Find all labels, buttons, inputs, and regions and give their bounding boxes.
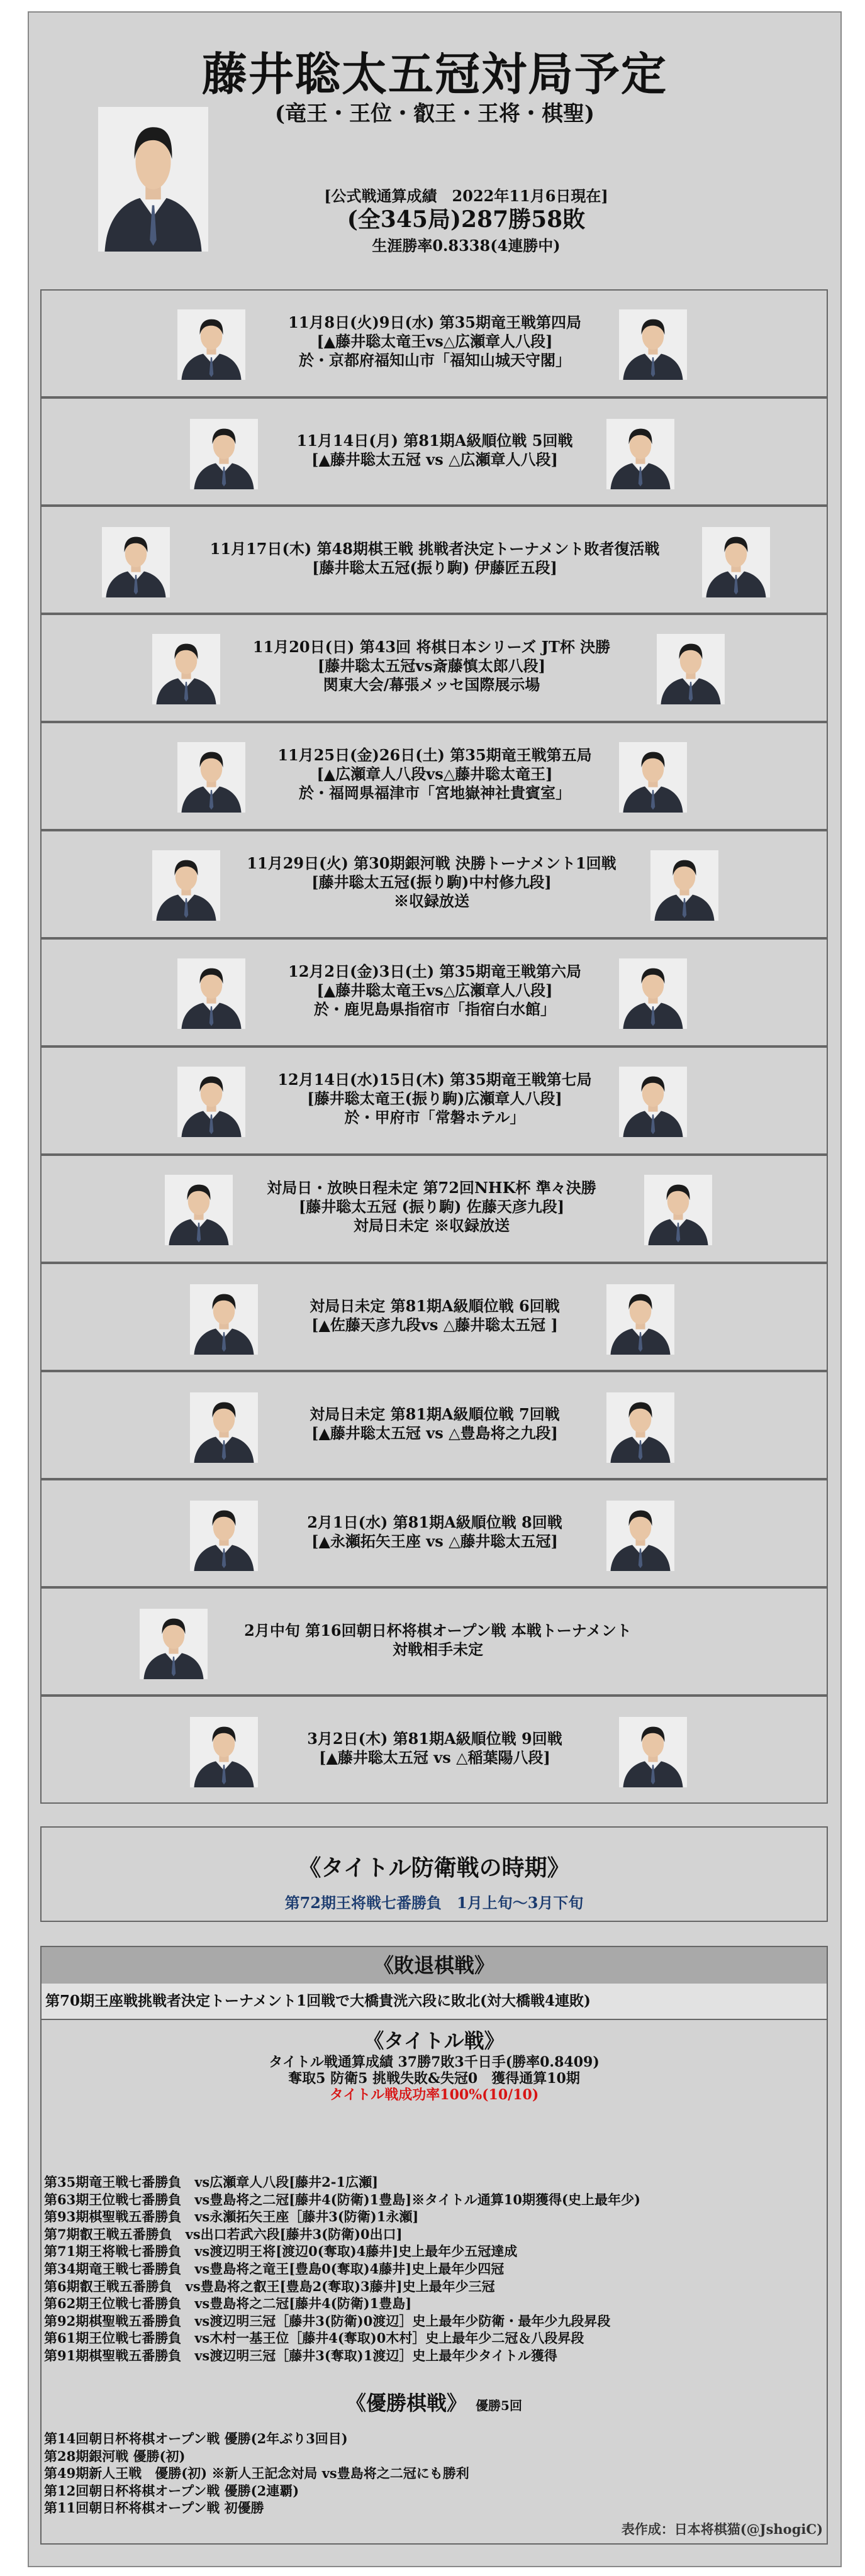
fujii-avatar [177, 309, 245, 380]
fujii-avatar [177, 742, 245, 813]
opponent-avatar [657, 634, 725, 704]
defense-item: 第72期王将戦七番勝負 1月上旬～3月下旬 [284, 1894, 584, 1912]
schedule-line: [藤井聡太五冠(振り駒) 伊藤匠五段] [312, 558, 557, 577]
schedule-line: [▲永瀬拓矢王座 vs △藤井聡太五冠] [311, 1532, 558, 1550]
schedule-line: [藤井聡太五冠 (振り駒) 佐藤天彦九段] [298, 1197, 565, 1216]
schedule-line: 於・京都府福知山市「福知山城天守閣」 [299, 351, 571, 369]
list-item: 第34期竜王戦七番勝負 vs豊島将之竜王[豊島0(奪取)4藤井]史上最年少四冠 [44, 2260, 505, 2277]
schedule-line: 11月17日(木) 第48期棋王戦 挑戦者決定トーナメント敗者復活戦 [209, 540, 660, 558]
schedule-item [40, 722, 828, 830]
poster [28, 11, 842, 2567]
fujii-avatar [177, 1067, 245, 1137]
schedule-line: 3月2日(木) 第81期A級順位戦 9回戦 [307, 1729, 562, 1748]
list-item: 第28期銀河戦 優勝(初) [44, 2448, 186, 2464]
schedule-line: 於・甲府市「常磐ホテル」 [344, 1108, 525, 1126]
schedule-line: 関東大会/幕張メッセ国際展示場 [323, 675, 540, 694]
schedule-line: 於・鹿児島県指宿市「指宿白水館」 [314, 1000, 555, 1018]
schedule-line: 11月8日(火)9日(水) 第35期竜王戦第四局 [288, 313, 581, 331]
titles-success-rate: タイトル戦成功率100%(10/10) [329, 2087, 539, 2103]
opponent-avatar [606, 1392, 674, 1463]
titles-list [44, 2174, 824, 2365]
list-item: 第91期棋聖戦五番勝負 vs渡辺明三冠［藤井3(奪取)1渡辺］史上最年少タイトル獲得 [44, 2347, 557, 2363]
schedule-item [40, 938, 828, 1046]
fujii-avatar [140, 1609, 208, 1679]
credit: 表作成：日本将棋猫(@JshogiC) [621, 2521, 823, 2537]
opponent-avatar [190, 1501, 258, 1571]
schedule-line: [藤井聡太五冠(振り駒)中村修九段] [311, 873, 552, 891]
list-item: 第49期新人王戦 優勝(初) ※新人王記念対局 vs豊島将之二冠にも勝利 [44, 2465, 469, 2482]
schedule-line: [藤井聡太五冠vs斎藤慎太郎八段] [317, 657, 546, 675]
page-title: 藤井聡太五冠対局予定 [201, 47, 667, 101]
opponent-avatar [650, 850, 718, 921]
schedule-item [40, 1263, 828, 1371]
schedule-line: [▲藤井聡太竜王vs△広瀬章人八段] [316, 332, 553, 350]
opponent-avatar [619, 742, 687, 813]
fujii-portrait [98, 107, 208, 252]
list-item: 第63期王位戦七番勝負 vs豊島将之二冠[藤井4(防衛)1豊島]※タイトル通算10期獲得(史上最年少) [44, 2191, 640, 2207]
list-item: 第7期叡王戦五番勝負 vs出口若武六段[藤井3(防衛)0出口] [44, 2226, 403, 2242]
fujii-avatar [190, 1392, 258, 1463]
schedule-line: ※収録放送 [394, 892, 469, 910]
record-date: [公式戦通算成績 2022年11月6日現在] [324, 187, 608, 205]
victories-heading: 《優勝棋戦》 [346, 2391, 467, 2415]
schedule-item [40, 289, 828, 397]
fujii-avatar [177, 958, 245, 1029]
list-item: 第35期竜王戦七番勝負 vs広瀬章人八段[藤井2-1広瀬] [44, 2174, 379, 2190]
list-item: 第92期棋聖戦五番勝負 vs渡辺明三冠［藤井3(防衛)0渡辺］史上最年少防衛・最年少九段昇段 [44, 2312, 611, 2329]
list-item: 第12回朝日杯将棋オープン戦 優勝(2連覇) [44, 2482, 299, 2499]
fujii-avatar [152, 850, 220, 921]
schedule-line: [▲広瀬章人八段vs△藤井聡太竜王] [316, 765, 553, 783]
schedule-item [40, 506, 828, 614]
schedule-item [40, 1696, 828, 1804]
schedule-line: 11月14日(月) 第81期A級順位戦 5回戦 [296, 431, 573, 450]
victories-count: 優勝5回 [476, 2398, 522, 2413]
record-total: (全345局)287勝58敗 [347, 206, 586, 233]
schedule-line: [▲佐藤天彦九段vs △藤井聡太五冠 ] [311, 1316, 558, 1334]
schedule-line: [▲藤井聡太五冠 vs △豊島将之九段] [311, 1424, 558, 1442]
record-rate: 生涯勝率0.8338(4連勝中) [372, 236, 561, 255]
schedule-item [40, 1587, 828, 1696]
schedule-line: 2月1日(水) 第81期A級順位戦 8回戦 [307, 1513, 562, 1531]
opponent-avatar [702, 527, 770, 597]
titles-stats-2: 奪取5 防衛5 挑戦失敗&失冠0 獲得通算10期 [288, 2070, 580, 2087]
fujii-avatar [190, 1717, 258, 1787]
schedule-line: 対局日未定 ※収録放送 [353, 1216, 510, 1235]
opponent-avatar [190, 1284, 258, 1355]
losses-text: 第70期王座戦挑戦者決定トーナメント1回戦で大橋貴洸六段に敗北(対大橋戦4連敗) [42, 1984, 827, 2020]
results-panel [40, 1946, 828, 2545]
schedule-line: [▲藤井聡太五冠 vs △稲葉陽八段] [319, 1748, 550, 1767]
schedule-item [40, 1155, 828, 1263]
schedule-line: [▲藤井聡太竜王vs△広瀬章人八段] [316, 981, 553, 999]
titles-stats-1: タイトル戦通算成績 37勝7敗3千日手(勝率0.8409) [269, 2054, 600, 2070]
list-item: 第14回朝日杯将棋オープン戦 優勝(2年ぶり3回目) [44, 2431, 348, 2446]
list-item: 第11回朝日杯将棋オープン戦 初優勝 [44, 2500, 264, 2516]
defense-heading: 《タイトル防衛戦の時期》 [298, 1855, 570, 1881]
opponent-avatar [619, 309, 687, 380]
schedule-line: [藤井聡太竜王(振り駒)広瀬章人八段] [307, 1089, 562, 1108]
schedule-line: [▲藤井聡太五冠 vs △広瀬章人八段] [311, 450, 558, 469]
opponent-avatar [606, 419, 674, 489]
schedule-line: 11月25日(金)26日(土) 第35期竜王戦第五局 [277, 746, 592, 764]
schedule-line: 11月20日(日) 第43回 将棋日本シリーズ JT杯 決勝 [252, 638, 611, 656]
schedule-line: 於・福岡県福津市「宮地嶽神社貴賓室」 [299, 784, 571, 802]
opponent-avatar [619, 958, 687, 1029]
opponent-avatar [619, 1717, 687, 1787]
opponent-avatar [644, 1175, 712, 1245]
fujii-avatar [606, 1501, 674, 1571]
list-item: 第61期王位戦七番勝負 vs木村一基王位［藤井4(奪取)0木村］史上最年少二冠＆八段昇段 [44, 2330, 584, 2346]
schedule-item [40, 1479, 828, 1587]
opponent-avatar [619, 1067, 687, 1137]
fujii-avatar [102, 527, 170, 597]
schedule-line: 11月29日(火) 第30期銀河戦 決勝トーナメント1回戦 [247, 854, 617, 872]
schedule-item [40, 1371, 828, 1479]
schedule-item [40, 1046, 828, 1155]
victories-list [44, 2430, 824, 2517]
victories-heading-row [42, 2387, 827, 2416]
schedule-line: 対戦相手未定 [393, 1640, 483, 1658]
schedule-line: 12月14日(水)15日(木) 第35期竜王戦第七局 [277, 1070, 592, 1089]
schedule-line: 対局日未定 第81期A級順位戦 6回戦 [310, 1297, 560, 1315]
schedule-line: 対局日未定 第81期A級順位戦 7回戦 [310, 1405, 560, 1423]
list-item: 第71期王将戦七番勝負 vs渡辺明王将[渡辺0(奪取)4藤井]史上最年少五冠達成 [44, 2243, 518, 2260]
schedule-item [40, 397, 828, 506]
titles-heading: 《タイトル戦》 [364, 2029, 505, 2053]
career-record [268, 184, 664, 255]
list-item: 第93期棋聖戦五番勝負 vs永瀬拓矢王座［藤井3(防衛)1永瀬] [44, 2209, 419, 2225]
schedule-item [40, 830, 828, 938]
title-defense-period [40, 1826, 828, 1922]
fujii-avatar [165, 1175, 233, 1245]
fujii-avatar [606, 1284, 674, 1355]
losses-heading: 《敗退棋戦》 [42, 1947, 827, 1984]
list-item: 第62期王位戦七番勝負 vs豊島将之二冠[藤井4(防衛)1豊島] [44, 2296, 412, 2312]
schedule-item [40, 614, 828, 722]
fujii-avatar [152, 634, 220, 704]
schedule-line: 2月中旬 第16回朝日杯将棋オープン戦 本戦トーナメント [244, 1621, 632, 1640]
page-subtitle: (竜王・王位・叡王・王将・棋聖) [274, 101, 595, 126]
schedule-line: 対局日・放映日程未定 第72回NHK杯 準々決勝 [267, 1179, 596, 1197]
schedule-line: 12月2日(金)3日(土) 第35期竜王戦第六局 [288, 962, 581, 980]
fujii-avatar [190, 419, 258, 489]
list-item: 第6期叡王戦五番勝負 vs豊島将之叡王[豊島2(奪取)3藤井]史上最年少三冠 [44, 2278, 495, 2294]
